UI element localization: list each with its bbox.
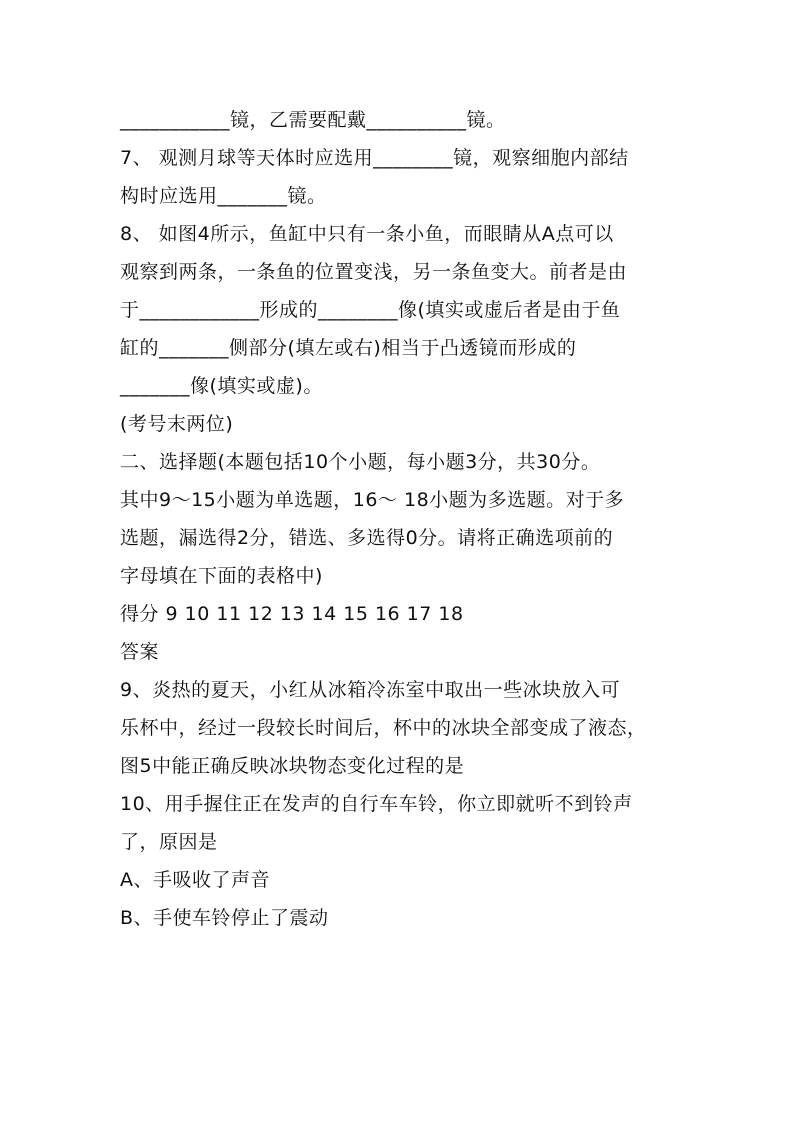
q10-text-line-1: 10、用手握住正在发声的自行车车铃，你立即就听不到铃声 <box>120 793 633 815</box>
answer-row: 答案 <box>120 641 160 663</box>
q8-text-line-3: 于____________形成的________像(填实或虚后者是由于鱼 <box>120 299 621 321</box>
document-body <box>120 101 680 937</box>
q7-text-line-2: 构时应选用_______镜。 <box>120 185 327 207</box>
q8-text-line-4: 缸的_______侧部分(填左或右)相当于凸透镜而形成的 <box>120 337 577 359</box>
q10-option-a: A、手吸收了声音 <box>120 869 270 891</box>
q9-text-line-3: 图5中能正确反映冰块物态变化过程的是 <box>120 755 465 777</box>
q9-text-line-2: 乐杯中，经过一段较长时间后，杯中的冰块全部变成了液态， <box>120 717 647 739</box>
q6-answer-line: ___________镜，乙需要配戴__________镜。 <box>120 109 506 131</box>
section-2-instructions-1: 其中9～15小题为单选题，16～ 18小题为多选题。对于多 <box>120 489 625 511</box>
q8-text-line-2: 观察到两条，一条鱼的位置变浅，另一条鱼变大。前者是由 <box>120 261 628 283</box>
exam-number-note: (考号末两位) <box>120 413 234 435</box>
q9-text-line-1: 9、炎热的夏天，小红从冰箱冷冻室中取出一些冰块放入可 <box>120 679 621 701</box>
score-row: 得分 9 10 11 12 13 14 15 16 17 18 <box>120 603 464 625</box>
q10-option-b: B、手使车铃停止了震动 <box>120 907 329 929</box>
section-2-instructions-3: 字母填在下面的表格中) <box>120 565 323 587</box>
q10-text-line-2: 了，原因是 <box>120 831 218 853</box>
section-2-heading: 二、选择题(本题包括10个小题，每小题3分，共30分。 <box>120 451 601 473</box>
q8-text-line-1: 8、 如图4所示，鱼缸中只有一条小鱼，而眼睛从A点可以 <box>120 223 614 245</box>
q8-text-line-5: _______像(填实或虚)。 <box>120 375 323 397</box>
section-2-instructions-2: 选题，漏选得2分，错选、多选得0分。请将正确选项前的 <box>120 527 614 549</box>
q7-text-line-1: 7、 观测月球等天体时应选用________镜，观察细胞内部结 <box>120 147 629 169</box>
